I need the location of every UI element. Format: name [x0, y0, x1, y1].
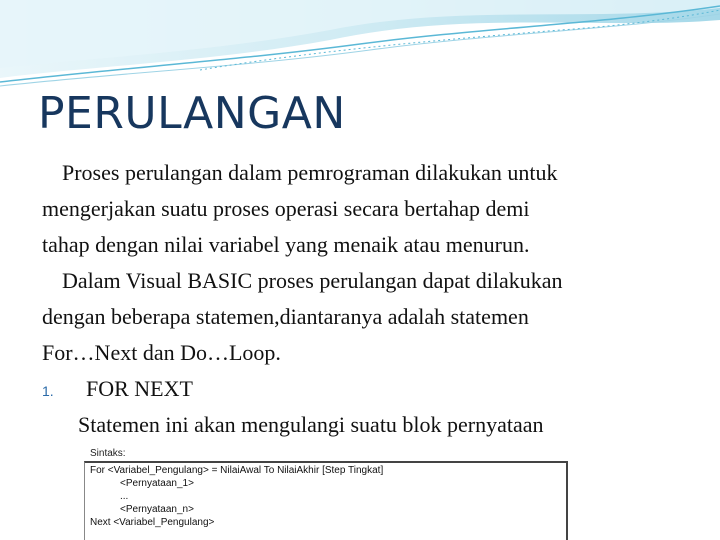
- slide-body: [42, 155, 702, 443]
- paragraph-intro: [42, 155, 702, 263]
- header-wave-decoration: [0, 0, 720, 95]
- list-item-label: FOR NEXT: [86, 376, 193, 401]
- syntax-line: For <Variabel_Pengulang> = NilaiAwal To NilaiAkhir [Step Tingkat]: [90, 465, 384, 476]
- slide-title: PERULANGAN: [38, 88, 346, 139]
- text-line: For…Next dan Do…Loop.: [42, 340, 281, 365]
- syntax-line: ...: [120, 491, 129, 502]
- syntax-box: [84, 461, 568, 540]
- text-line: tahap dengan nilai variabel yang menaik atau menurun.: [42, 232, 530, 257]
- syntax-line: Next <Variabel_Pengulang>: [90, 517, 215, 528]
- paragraph-visual-basic: [42, 263, 702, 371]
- list-item-description: [42, 407, 702, 443]
- syntax-label: Sintaks:: [90, 448, 126, 459]
- list-number: 1.: [42, 383, 54, 399]
- text-line: Proses perulangan dalam pemrograman dilakukan untuk: [62, 160, 558, 185]
- text-line: dengan beberapa statemen,diantaranya adalah statemen: [42, 304, 529, 329]
- text-line: Statemen ini akan mengulangi suatu blok pernyataan: [78, 412, 544, 437]
- text-line: Dalam Visual BASIC proses perulangan dapat dilakukan: [62, 268, 563, 293]
- syntax-line: <Pernyataan_n>: [120, 504, 194, 515]
- text-line: mengerjakan suatu proses operasi secara bertahap demi: [42, 196, 530, 221]
- syntax-line: <Pernyataan_1>: [120, 478, 194, 489]
- list-item-for-next: [42, 371, 702, 407]
